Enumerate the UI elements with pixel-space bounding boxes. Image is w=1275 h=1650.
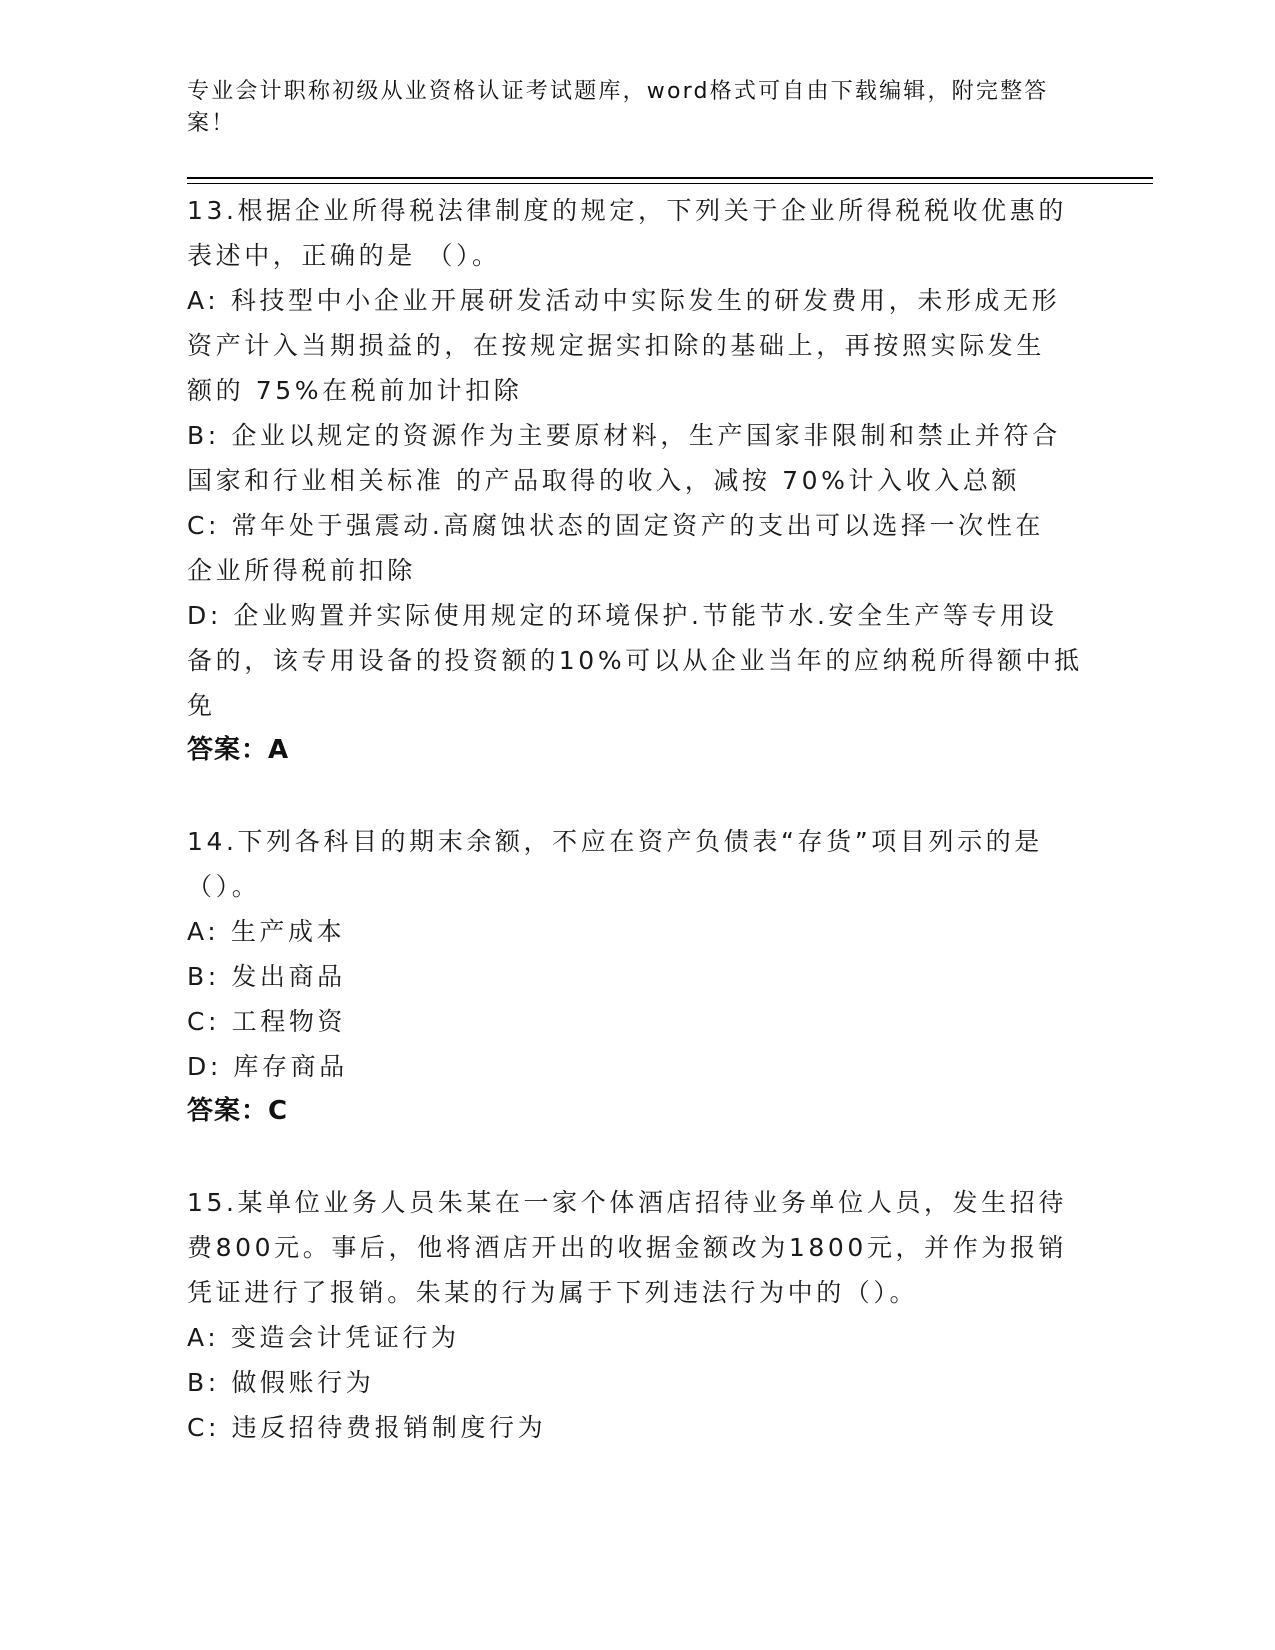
option-b: B: 做假账行为: [187, 1368, 375, 1397]
option-d: [187, 593, 1087, 728]
question-stem-line: 凭证进行了报销。朱某的行为属于下列违法行为中的（）。: [187, 1278, 919, 1307]
option-a: [187, 278, 1087, 413]
header-line-1: 专业会计职称初级从业资格认证考试题库，word格式可自由下载编辑，附完整答: [187, 79, 1049, 104]
option-line: 免: [187, 691, 216, 720]
option-line: 资产计入当期损益的，在按规定据实扣除的基础上，再按照实际发生: [187, 331, 1046, 360]
option-line: B: 企业以规定的资源作为主要原材料，生产国家非限制和禁止并符合: [187, 421, 1061, 450]
option-c: [187, 503, 1087, 593]
option-c: C: 违反招待费报销制度行为: [187, 1413, 547, 1442]
header-divider-thin: [187, 183, 1153, 184]
option-d: D: 库存商品: [187, 1052, 348, 1081]
question-stem-line: 13.根据企业所得税法律制度的规定，下列关于企业所得税税收优惠的: [187, 196, 1067, 225]
option-a: A: 变造会计凭证行为: [187, 1323, 460, 1352]
question-stem-line: 费800元。事后，他将酒店开出的收据金额改为1800元，并作为报销: [187, 1233, 1068, 1262]
option-line: 企业所得税前扣除: [187, 556, 416, 585]
page-header: [187, 76, 1067, 140]
option-b: B: 发出商品: [187, 962, 346, 991]
question-stem-line: 表述中，正确的是 （）。: [187, 241, 501, 270]
header-line-2: 案！: [187, 111, 236, 136]
option-line: C: 常年处于强震动.高腐蚀状态的固定资产的支出可以选择一次性在: [187, 511, 1044, 540]
option-line: A: 科技型中小企业开展研发活动中实际发生的研发费用，未形成无形: [187, 286, 1061, 315]
option-c: C: 工程物资: [187, 1007, 347, 1036]
answer-label: 答案：A: [187, 735, 290, 765]
option-line: 额的 75%在税前加计扣除: [187, 376, 523, 405]
question-15: [187, 1180, 1087, 1450]
question-stem-line: （）。: [187, 872, 261, 901]
question-list: [187, 188, 1087, 1450]
option-line: 国家和行业相关标准 的产品取得的收入，减按 70%计入收入总额: [187, 466, 1021, 495]
option-line: 备的，该专用设备的投资额的10%可以从企业当年的应纳税所得额中抵: [187, 646, 1083, 675]
answer-label: 答案：C: [187, 1096, 289, 1126]
question-14: [187, 819, 1087, 1134]
option-line: D: 企业购置并实际使用规定的环境保护.节能节水.安全生产等专用设: [187, 601, 1058, 630]
option-b: [187, 413, 1087, 503]
question-stem-line: 14.下列各科目的期末余额，不应在资产负债表“存货”项目列示的是: [187, 827, 1043, 856]
question-13: [187, 188, 1087, 773]
question-stem-line: 15.某单位业务人员朱某在一家个体酒店招待业务单位人员，发生招待: [187, 1188, 1067, 1217]
option-a: A: 生产成本: [187, 917, 346, 946]
header-divider-thick: [187, 177, 1153, 179]
